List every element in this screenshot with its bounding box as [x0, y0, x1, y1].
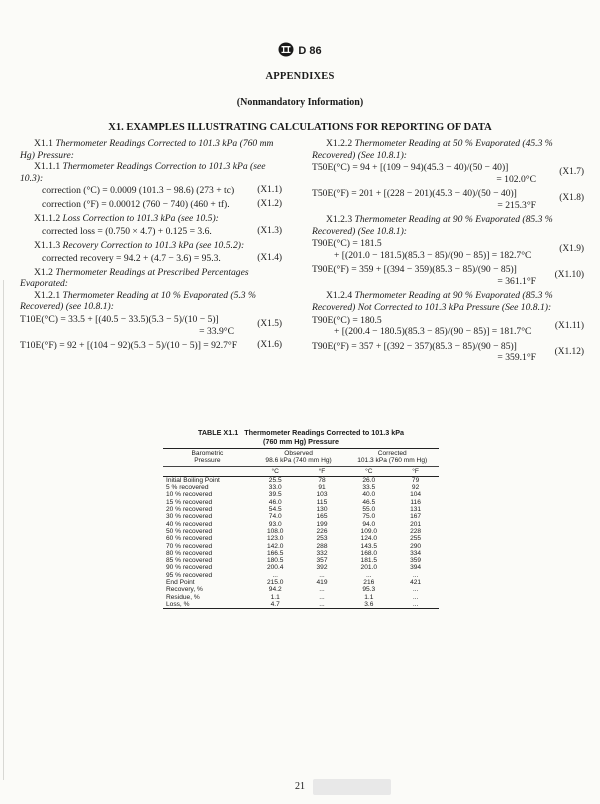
designation: D 86: [298, 44, 322, 57]
table-cell: 79: [411, 476, 420, 484]
table-cell: 123.0: [266, 535, 284, 543]
equation-x1-10: T90E(°F) = 359 + [(394 − 359)(85.3 − 85)/(90 − 85)] = 361.1°F (X1.10): [312, 264, 584, 287]
row-label: Recovery, %: [166, 586, 203, 594]
section-heading: X1. EXAMPLES ILLUSTRATING CALCULATIONS FOR REPORTING OF DATA: [108, 122, 492, 133]
table-row: [163, 476, 439, 484]
table-cell: 103: [316, 491, 328, 499]
table-cell: 201.0: [360, 564, 378, 572]
table-row: [163, 594, 439, 601]
table-cell: 94.0: [362, 520, 376, 528]
table-cell: 78: [318, 476, 326, 484]
page-number: 21: [295, 781, 305, 792]
right-column: [312, 138, 584, 367]
equation-x1-6: T10E(°F) = 92 + [(104 − 92)(5.3 − 5)/(10 − 5)] = 92.7°F (X1.6): [20, 339, 282, 351]
equation-x1-1: correction (°C) = 0.0009 (101.3 − 98.6) (273 + tc) (X1.1): [42, 185, 282, 197]
column-header-barometric: Barometric Pressure: [163, 449, 252, 467]
table-cell: 1.1: [270, 593, 280, 601]
page-header: [0, 42, 600, 60]
table-body: [163, 476, 439, 608]
table-row: [163, 564, 439, 571]
table-caption-line-1: Thermometer Readings Corrected to 101.3 kPa: [244, 428, 404, 437]
table-cell: 116: [410, 498, 421, 506]
table-row: [163, 506, 439, 513]
table-row: [163, 535, 439, 542]
table-row: [163, 491, 439, 498]
table-cell: ...: [272, 571, 278, 579]
table-cell: 255: [410, 535, 422, 543]
table-cell: 55.0: [362, 506, 376, 514]
table-row: [163, 528, 439, 535]
table-label: TABLE X1.1: [198, 428, 239, 437]
equation-x1-9: T90E(°C) = 181.5 + [(201.0 − 181.5)(85.3 − 85)/(90 − 85)] = 182.7°C (X1.9): [312, 238, 584, 261]
row-label: 30 % recovered: [166, 513, 213, 521]
row-label: End Point: [166, 579, 195, 587]
table-cell: 131: [410, 506, 422, 514]
table-cell: 216: [363, 579, 375, 587]
table-cell: 46.0: [268, 498, 282, 506]
table-cell: 124.0: [360, 535, 378, 543]
table-cell: 91: [318, 484, 326, 492]
table-row: [163, 543, 439, 550]
table-cell: 334: [410, 549, 422, 557]
table-row: [163, 572, 439, 579]
equation-x1-4: corrected recovery = 94.2 + (4.7 − 3.6) = 95.3. (X1.4): [42, 252, 282, 264]
redacted-block: [313, 779, 391, 795]
paragraph-x1-2-4: X1.2.4 Thermometer Reading at 90 % Evaporated (85.3 % Recovered) Not Corrected to 101.3 kPa Pressure (See 10.8.1):: [312, 290, 553, 313]
table-cell: 359: [410, 557, 422, 565]
table-row: [163, 521, 439, 528]
row-label: 20 % recovered: [166, 506, 213, 514]
equation-x1-12: T90E(°F) = 357 + [(392 − 357)(85.3 − 85)/(90 − 85)] = 359.1°F (X1.12): [312, 340, 584, 364]
table-x1-1: [163, 428, 439, 609]
table-cell: 142.0: [266, 542, 284, 550]
table-row: [163, 586, 439, 593]
row-label: 60 % recovered: [166, 535, 213, 543]
table-cell: 288: [316, 542, 328, 550]
table-cell: 93.0: [268, 520, 282, 528]
table-cell: 215.0: [266, 579, 284, 587]
unit-header: °C: [252, 466, 299, 476]
paragraph-x1-2-2: X1.2.2 Thermometer Reading at 50 % Evaporated (45.3 % Recovered) (See 10.8.1):: [312, 138, 553, 161]
table-cell: 253: [316, 535, 328, 543]
table-row: [163, 550, 439, 557]
table-cell: ...: [412, 586, 419, 594]
table-cell: 95.3: [362, 586, 376, 594]
table-cell: 357: [316, 557, 328, 565]
table-cell: 201: [410, 520, 422, 528]
table-cell: 200.4: [266, 564, 284, 572]
table-row: [163, 579, 439, 586]
table-cell: ...: [366, 571, 372, 579]
table-row: [163, 601, 439, 609]
equation-x1-3: corrected loss = (0.750 × 4.7) + 0.125 = 3.6. (X1.3): [42, 225, 282, 237]
paragraph-x1-2-1: X1.2.1 Thermometer Reading at 10 % Evaporated (5.3 % Recovered) (see 10.8.1):: [20, 289, 256, 313]
table-cell: 26.0: [362, 476, 376, 484]
table-cell: 180.5: [266, 557, 284, 565]
column-header-corrected: Corrected 101.3 kPa (760 mm Hg): [345, 449, 439, 467]
row-label: 95 % recovered: [166, 571, 213, 579]
equation-x1-8: T50E(°F) = 201 + [(228 − 201)(45.3 − 40)/(50 − 40)] = 215.3°F (X1.8): [312, 188, 584, 211]
paragraph-x1-1: X1.1 Thermometer Readings Corrected to 101.3 kPa (760 mm Hg) Pressure:: [20, 138, 274, 161]
table-row: [163, 557, 439, 564]
table-cell: 392: [316, 564, 328, 572]
table-cell: 332: [316, 549, 328, 557]
row-label: 85 % recovered: [166, 557, 213, 565]
table-cell: 25.5: [268, 476, 282, 484]
column-header-observed: Observed 98.6 kPa (740 mm Hg): [252, 449, 346, 467]
left-column: [20, 138, 282, 354]
table-caption-line-2: (760 mm Hg) Pressure: [263, 437, 339, 446]
table-cell: 1.1: [364, 593, 374, 601]
table-cell: 226: [316, 527, 328, 535]
table-row: [163, 484, 439, 491]
table-cell: ...: [319, 593, 325, 601]
table-cell: 108.0: [266, 527, 284, 535]
row-label: Residue, %: [166, 593, 200, 601]
table-cell: 165: [316, 513, 328, 521]
row-label: 80 % recovered: [166, 549, 213, 557]
table-cell: ...: [412, 593, 419, 601]
table-cell: 421: [410, 579, 422, 587]
table-cell: 74.0: [268, 513, 282, 521]
table-row: [163, 513, 439, 520]
table-cell: 290: [410, 542, 422, 550]
scan-edge-line: [3, 280, 4, 780]
paragraph-x1-2: X1.2 Thermometer Readings at Prescribed Percentages Evaporated:: [20, 266, 249, 290]
appendix-title: APPENDIXES: [265, 71, 335, 82]
table-cell: 33.0: [268, 484, 282, 492]
table-cell: 167: [410, 513, 422, 521]
table-row: [163, 499, 439, 506]
table-cell: 40.0: [362, 491, 376, 499]
table-cell: 109.0: [360, 527, 378, 535]
readings-table: [163, 448, 439, 609]
table-cell: 143.5: [360, 542, 378, 550]
table-cell: 4.7: [252, 601, 299, 609]
unit-header: °F: [392, 466, 439, 476]
table-cell: 54.5: [268, 506, 282, 514]
table-cell: ...: [412, 571, 419, 579]
table-cell: ...: [319, 586, 325, 594]
row-label: Loss, %: [163, 601, 252, 609]
table-cell: 394: [410, 564, 422, 572]
table-cell: 92: [411, 484, 420, 492]
row-label: 15 % recovered: [166, 498, 213, 506]
table-cell: 46.5: [362, 498, 376, 506]
equation-x1-5: T10E(°C) = 33.5 + [(40.5 − 33.5)(5.3 − 5)/(10 − 5)] = 33.9°C (X1.5): [20, 313, 282, 337]
table-cell: 228: [410, 527, 422, 535]
row-label: 50 % recovered: [166, 527, 213, 535]
table-cell: 168.0: [360, 549, 378, 557]
unit-header: °F: [299, 466, 346, 476]
table-cell: 181.5: [360, 557, 378, 565]
equation-x1-11: T90E(°C) = 180.5 + [(200.4 − 180.5)(85.3 − 85)/(90 − 85)] = 181.7°C (X1.11): [312, 314, 584, 338]
row-label: 5 % recovered: [166, 484, 209, 492]
row-label: 40 % recovered: [166, 520, 213, 528]
appendix-subtitle: (Nonmandatory Information): [236, 97, 364, 108]
paragraph-x1-1-2: X1.1.2 Loss Correction to 101.3 kPa (see 10.5):: [34, 213, 219, 225]
paragraph-x1-1-3: X1.1.3 Recovery Correction to 101.3 kPa (see 10.5.2):: [34, 239, 245, 251]
table-cell: 166.5: [266, 549, 284, 557]
row-label: 90 % recovered: [166, 564, 213, 572]
paragraph-x1-2-3: X1.2.3 Thermometer Reading at 90 % Evaporated (85.3 % Recovered) (See 10.8.1):: [312, 214, 553, 237]
table-cell: 94.2: [268, 586, 282, 594]
table-cell: 419: [316, 579, 328, 587]
table-cell: 199: [316, 520, 328, 528]
row-label: 10 % recovered: [166, 491, 213, 499]
table-cell: 39.5: [268, 491, 282, 499]
unit-header-blank: [163, 466, 252, 476]
table-cell: 33.5: [362, 484, 376, 492]
table-cell: 3.6: [345, 601, 392, 609]
table-cell: 75.0: [362, 513, 376, 521]
astm-logo-icon: [278, 42, 294, 60]
table-cell: ...: [392, 601, 439, 609]
table-cell: 104: [410, 491, 422, 499]
table-cell: 115: [316, 498, 328, 506]
paragraph-x1-1-1: X1.1.1 Thermometer Readings Correction to 101.3 kPa (see 10.3):: [20, 161, 266, 184]
equation-x1-2: correction (°F) = 0.00012 (760 − 740) (460 + tf). (X1.2): [42, 199, 282, 211]
table-caption: [163, 428, 439, 446]
table-cell: 130: [316, 506, 328, 514]
equation-x1-7: T50E(°C) = 94 + [(109 − 94)(45.3 − 40)/(50 − 40)] = 102.0°C (X1.7): [312, 162, 584, 185]
table-cell: ...: [299, 601, 346, 609]
row-label: 70 % recovered: [166, 542, 213, 550]
table-cell: ...: [319, 571, 325, 579]
unit-header: °C: [345, 466, 392, 476]
row-label: Initial Boiling Point: [166, 476, 220, 484]
